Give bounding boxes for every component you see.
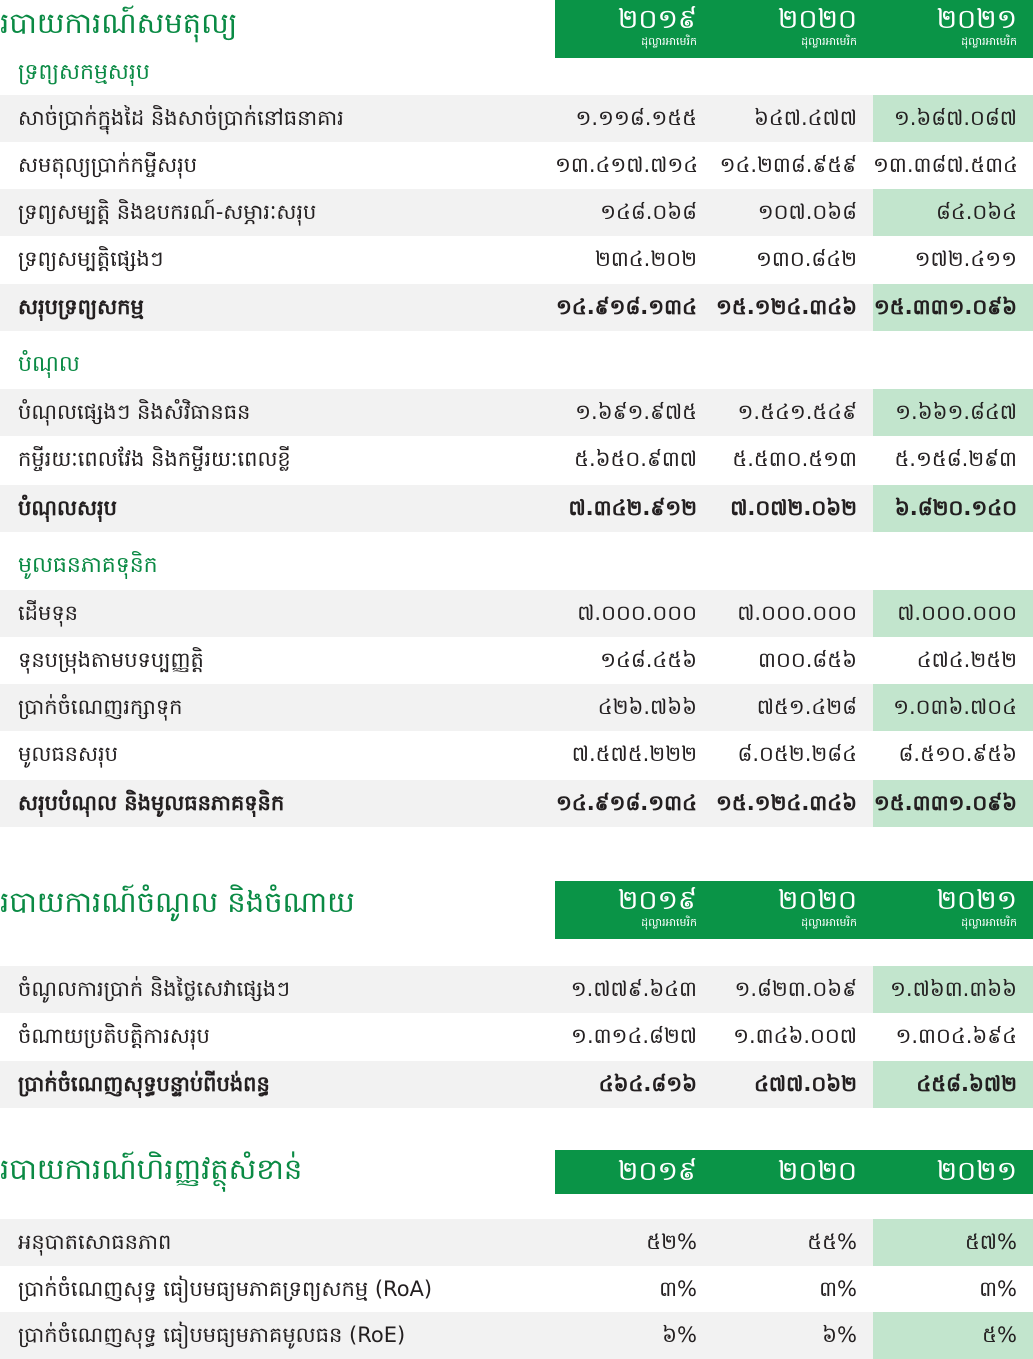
table-row	[0, 1312, 1033, 1359]
value-2021: ៨.៥១០.៩៥៦	[898, 742, 1017, 766]
assets-subheading: ទ្រព្យសកម្មសរុប	[18, 60, 150, 85]
year-col-2019	[555, 1150, 713, 1194]
value-2020: ៣%	[819, 1277, 857, 1301]
value-2019: ១៤.៩១៨.១៣៤	[555, 295, 697, 319]
value-2019: ១៤៨.៤៥៦	[600, 648, 697, 672]
value-2021: ១៧២.៤១១	[914, 247, 1017, 271]
row-label: ប្រាក់ចំណេញសុទ្ធ ធៀបមធ្យមភាគមូលធន (RoE)	[18, 1323, 406, 1347]
value-2021: ១.០៣៦.៧០៤	[873, 684, 1033, 731]
year-label: ២០២០	[777, 1156, 857, 1187]
row-label: មូលធនសរុប	[18, 742, 118, 766]
year-col-2020	[713, 881, 873, 939]
table-row	[0, 389, 1033, 436]
table-row	[0, 1266, 1033, 1313]
year-label: ២០២០	[777, 885, 857, 916]
value-2021: ៣%	[979, 1277, 1017, 1301]
year-col-2021	[873, 0, 1033, 58]
row-label: ទុនបម្រុងតាមបទប្បញ្ញត្តិ	[18, 648, 204, 672]
row-label: ប្រាក់ចំណេញរក្សាទុក	[18, 695, 183, 719]
equity-subheading: មូលធនភាគទុនិក	[18, 553, 158, 578]
value-2021: ៥.១៥៨.២៩៣	[894, 447, 1017, 471]
table-row	[0, 637, 1033, 684]
value-2019: ៧.០០០.០០០	[577, 601, 697, 625]
value-2019: ១៣.៤១៧.៧១៤	[555, 153, 699, 177]
total-row	[0, 780, 1033, 827]
year-label: ២០២១	[936, 1156, 1017, 1187]
unit-label: ដុល្លារអាមេរិក	[801, 35, 857, 48]
row-label: សាច់ប្រាក់ក្នុងដៃ និងសាច់ប្រាក់នៅធនាគារ	[18, 106, 344, 130]
table-row	[0, 95, 1033, 142]
value-2019: ៧.៥៧៥.២២២	[571, 742, 697, 766]
row-label: សរុបបំណុល និងមូលធនភាគទុនិក	[18, 791, 285, 815]
value-2020: ៤៧៧.០៦២	[754, 1072, 857, 1096]
value-2021: ១.៦៦១.៨៤៧	[873, 389, 1033, 436]
value-2020: ៧.០៧២.០៦២	[730, 496, 857, 520]
year-col-2021	[873, 1150, 1033, 1194]
table-row	[0, 436, 1033, 483]
total-row	[0, 1061, 1033, 1108]
value-2020: ១៥.១២៤.៣៤៦	[715, 791, 857, 815]
key-ratios-section	[0, 1150, 1033, 1359]
value-2021: ៥៧%	[873, 1219, 1033, 1266]
total-row	[0, 284, 1033, 331]
value-2021: ៥%	[873, 1312, 1033, 1359]
value-2021: ១៥.៣៣១.០៩៦	[873, 284, 1033, 331]
value-2021: ៤៧៤.២៥២	[916, 648, 1017, 672]
value-2020: ៥.៥៣០.៥១៣	[732, 447, 857, 471]
year-label: ២០២០	[777, 4, 857, 35]
value-2019: ២៣៤.២០២	[594, 247, 697, 271]
total-row	[0, 485, 1033, 532]
unit-label: ដុល្លារអាមេរិក	[961, 35, 1017, 48]
value-2021: ៨៤.០៦៤	[873, 189, 1033, 236]
income-title: របាយការណ៍ចំណូល និងចំណាយ	[0, 885, 355, 919]
year-col-2019	[555, 881, 713, 939]
row-label: ប្រាក់ចំណេញសុទ្ធ ធៀបមធ្យមភាគទ្រព្យសកម្ម (RoA)	[18, 1277, 433, 1301]
unit-label: ដុល្លារអាមេរិក	[641, 916, 697, 929]
table-row	[0, 966, 1033, 1013]
value-2019: ១៤.៩១៨.១៣៤	[555, 791, 697, 815]
value-2021: ១៣.៣៨៧.៥៣៤	[873, 153, 1018, 177]
value-2019: ១.៦៩១.៩៧៥	[575, 400, 697, 424]
value-2019: ១.៧៧៩.៦៤៣	[570, 977, 697, 1001]
year-col-2020	[713, 1150, 873, 1194]
value-2021: ១.៦៨៧.០៨៧	[873, 95, 1033, 142]
value-2020: ១៣០.៨៤២	[755, 247, 857, 271]
value-2020: ៧.០០០.០០០	[737, 601, 857, 625]
year-col-2021	[873, 881, 1033, 939]
year-label: ២០២១	[936, 885, 1017, 916]
table-row	[0, 684, 1033, 731]
year-label: ២០១៩	[617, 1156, 697, 1187]
year-label: ២០១៩	[617, 4, 697, 35]
value-2021: ៧.០០០.០០០	[873, 590, 1033, 637]
table-row	[0, 590, 1033, 637]
value-2020: ១០៧.០៦៨	[757, 200, 857, 224]
row-label: សមតុល្យប្រាក់កម្ចីសរុប	[18, 153, 198, 177]
row-label: បំណុលផ្សេងៗ និងសំវិធានធន	[18, 400, 251, 424]
row-label: បំណុលសរុប	[18, 496, 117, 520]
row-label: ទ្រព្យសម្បត្តិផ្សេងៗ	[18, 247, 164, 271]
liabilities-subheading: បំណុល	[18, 352, 80, 377]
value-2019: ៣%	[659, 1277, 697, 1301]
table-row	[0, 142, 1033, 189]
value-2021: ៦.៨២០.១៤០	[873, 485, 1033, 532]
row-label: ចំណាយប្រតិបត្តិការសរុប	[18, 1024, 210, 1048]
unit-label: ដុល្លារអាមេរិក	[801, 916, 857, 929]
value-2019: ៦%	[662, 1323, 697, 1347]
value-2020: ៨.០៥២.២៨៤	[737, 742, 857, 766]
value-2021: ១៥.៣៣១.០៩៦	[873, 780, 1033, 827]
value-2020: ១.៣៤៦.០០៧	[733, 1024, 857, 1048]
income-statement-section	[0, 881, 1033, 1111]
year-label: ២០២១	[936, 4, 1017, 35]
value-2020: ៣០០.៨៥៦	[758, 648, 857, 672]
value-2020: ៥៥%	[807, 1230, 857, 1254]
table-row	[0, 1013, 1033, 1060]
value-2019: ៥២%	[646, 1230, 697, 1254]
table-row	[0, 731, 1033, 778]
unit-label: ដុល្លារអាមេរិក	[641, 35, 697, 48]
row-label: សរុបទ្រព្យសកម្ម	[18, 295, 144, 319]
value-2019: ១៤៨.០៦៨	[600, 200, 697, 224]
value-2019: ៧.៣៤២.៩១២	[568, 496, 697, 520]
row-label: កម្ចីរយៈពេលវែង និងកម្ចីរយៈពេលខ្លី	[18, 447, 291, 471]
table-row	[0, 236, 1033, 283]
value-2019: ៤៦៤.៨១៦	[598, 1072, 697, 1096]
value-2019: ១.៣១៤.៨២៧	[571, 1024, 697, 1048]
row-label: ប្រាក់ចំណេញសុទ្ធបន្ទាប់ពីបង់ពន្ធ	[18, 1072, 270, 1096]
value-2021: ៤៥៨.៦៧២	[873, 1061, 1033, 1108]
value-2019: ៥.៦៥០.៩៣៧	[574, 447, 697, 471]
value-2019: ១.១១៨.១៥៥	[575, 106, 697, 130]
row-label: ដើមទុន	[18, 601, 78, 625]
ratios-title: របាយការណ៍ហិរញ្ញវត្ថុសំខាន់	[0, 1152, 303, 1186]
value-2020: ១.៨២៣.០៦៩	[734, 977, 857, 1001]
balance-title: របាយការណ៍សមតុល្យ	[0, 6, 238, 40]
unit-label: ដុល្លារអាមេរិក	[961, 916, 1017, 929]
value-2020: ៦%	[822, 1323, 857, 1347]
value-2020: ១៥.១២៤.៣៤៦	[715, 295, 857, 319]
year-col-2019	[555, 0, 713, 58]
value-2020: ១៤.២៣៨.៩៥៩	[719, 153, 857, 177]
year-label: ២០១៩	[617, 885, 697, 916]
table-row	[0, 1219, 1033, 1266]
value-2021: ១.៣០៤.៦៩៤	[895, 1024, 1017, 1048]
row-label: ចំណូលការប្រាក់ និងថ្លៃសេវាផ្សេងៗ	[18, 977, 290, 1001]
value-2021: ១.៧៦៣.៣៦៦	[873, 966, 1033, 1013]
value-2020: ៦៤៧.៤៧៧	[754, 106, 857, 130]
table-row	[0, 189, 1033, 236]
value-2019: ៤២៦.៧៦៦	[597, 695, 697, 719]
row-label: អនុបាតសោធនភាព	[18, 1230, 172, 1254]
year-col-2020	[713, 0, 873, 58]
row-label: ទ្រព្យសម្បត្តិ និងឧបករណ៍-សម្ភារៈសរុប	[18, 200, 317, 224]
value-2020: ៧៥១.៤២៨	[756, 695, 857, 719]
value-2020: ១.៥៤១.៥៤៩	[737, 400, 857, 424]
